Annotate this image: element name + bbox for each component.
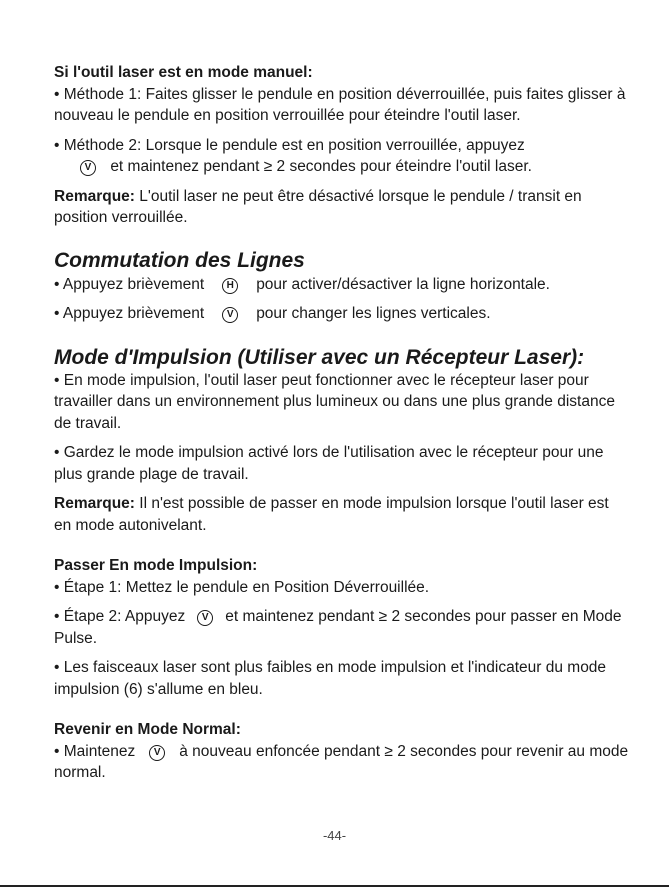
v-button-icon: V [80,160,96,176]
page-content [54,62,629,784]
passer-step-2-b: et maintenez pendant ≥ 2 secondes pour passer en Mode Pulse. [54,608,622,647]
impulsion-note [54,493,629,536]
manual-mode-heading: Si l'outil laser est en mode manuel: [54,64,313,81]
passer-step-2 [54,606,629,649]
commutation-line-1 [54,274,629,296]
h-button-icon: H [222,278,238,294]
note-text: Il n'est possible de passer en mode impulsion lorsque l'outil laser est en mode autonivelant. [54,495,609,534]
commutation-line-2-a: • Appuyez brièvement [54,305,205,322]
method-2-text-b: et maintenez pendant ≥ 2 secondes pour éteindre l'outil laser. [110,158,532,175]
v-button-icon: V [222,307,238,323]
v-button-icon: V [149,745,165,761]
commutation-line-2 [54,303,629,325]
revenir-step-1-b: à nouveau enfoncée pendant ≥ 2 secondes pour revenir au mode normal. [54,742,629,781]
method-2-text-a: • Méthode 2: Lorsque le pendule est en position verrouillée, appuyez [54,136,525,154]
commutation-line-1-a: • Appuyez brièvement [54,275,205,293]
passer-step-1: • Étape 1: Mettez le pendule en Position Déverrouillée. [54,578,430,596]
commutation-line-1-b: pour activer/désactiver la ligne horizontale. [256,275,550,293]
revenir-heading: Revenir en Mode Normal: [54,721,241,738]
method-2-text [54,135,629,178]
note-label: Remarque: [54,187,135,205]
impulsion-paragraph-1: • En mode impulsion, l'outil laser peut fonctionner avec le récepteur laser pour travailler dans un environnement plus lumineux ou dans une plus grande distance de travail. [54,371,615,432]
note-label: Remarque: [54,495,135,512]
page-number: -44- [322,828,347,843]
v-button-icon: V [197,610,213,626]
commutation-heading: Commutation des Lignes [54,248,305,272]
manual-note [54,186,629,229]
passer-step-3: • Les faisceaux laser sont plus faibles en mode impulsion et l'indicateur du mode impulsion (6) s'allume en bleu. [54,659,607,698]
passer-step-2-a: • Étape 2: Appuyez [54,608,186,625]
note-text: L'outil laser ne peut être désactivé lorsque le pendule / transit en position verrouillée. [54,187,582,226]
bottom-rule [0,885,669,887]
impulsion-heading: Mode d'Impulsion (Utiliser avec un Récepteur Laser): [54,345,585,369]
commutation-line-2-b: pour changer les lignes verticales. [256,305,491,322]
revenir-step-1-a: • Maintenez [54,742,136,760]
revenir-step-1 [54,741,629,784]
method-1-text: • Méthode 1: Faites glisser le pendule en position déverrouillée, puis faites glisser à nouveau le pendule en position verrouillée pour éteindre l'outil laser. [54,85,626,124]
impulsion-paragraph-2: • Gardez le mode impulsion activé lors de l'utilisation avec le récepteur pour une plus grande plage de travail. [54,444,604,483]
passer-heading: Passer En mode Impulsion: [54,557,258,574]
